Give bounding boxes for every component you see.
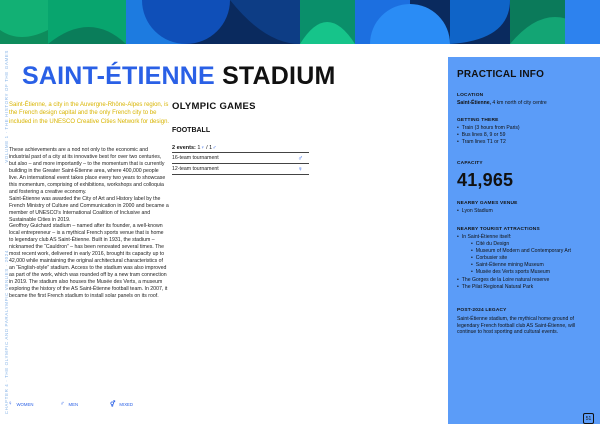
title-city: SAINT-ÉTIENNE: [22, 62, 215, 90]
male-icon: ♂: [212, 145, 217, 151]
margin-volume-text: VOLUME 1 ⋅ THE HISTORY OF THE GAMES: [4, 50, 9, 163]
list-item: • Bus lines 8, 9 or 59: [457, 132, 595, 139]
legend-mixed-label: MIXED: [119, 402, 134, 407]
legend-men: [60, 401, 78, 407]
title-stadium: STADIUM: [222, 62, 336, 90]
legacy-text: Saint-Étienne stadium, the mythical home ground of legendary French football club AS Saint-Étienne, will continue to host sporting and cultural events.: [457, 316, 576, 335]
page-title: [22, 62, 336, 90]
body-paragraph: These achievements are a nod not only to the economic and industrial past of a city at its innovative best for over two centuries, but also – and more importantly – to the momentum that is currently building in the Greater Saint-Étienne area, where 400,000 people live. An international event takes place every two years to showcase this momentum, comprising of exhibitions, workshops and colloquia and fostering a creative economy.: [9, 147, 166, 195]
sport-heading: FOOTBALL: [172, 127, 211, 134]
attractions-label: NEARBY TOURIST ATTRACTIONS: [457, 227, 540, 232]
list-item: • Tram lines T1 or T2: [457, 139, 595, 146]
mixed-icon: ⚥: [110, 402, 116, 408]
nearby-venue-label: NEARBY GAMES VENUE: [457, 201, 518, 206]
events-table: [172, 152, 309, 175]
events-male-count: 1: [209, 145, 213, 151]
top-banner: [0, 0, 600, 44]
page-number: 51: [583, 413, 594, 424]
events-female-count: 1: [197, 145, 201, 151]
legend-mixed: [110, 401, 133, 408]
female-icon: ♀: [8, 401, 13, 407]
olympic-games-heading: OLYMPIC GAMES: [172, 101, 256, 112]
margin-chapter-text: CHAPTER 4 ⋅ THE OLYMPIC AND PARALYMPIC VENUES ⋅ 2024: [4, 250, 9, 415]
nearby-venue-list: [457, 208, 595, 215]
male-icon: ♂: [60, 401, 65, 407]
capacity-label: CAPACITY: [457, 161, 483, 166]
location-city: Saint-Étienne,: [457, 100, 491, 106]
events-label: 2 events:: [172, 145, 196, 151]
list-item: • Corbusier site: [457, 255, 595, 262]
intro-text: Saint-Étienne, a city in the Auvergne-Rhône-Alpes region, is the French design capital and the only French city to be included in the UNESCO Creative Cities Network for design.: [9, 102, 170, 125]
table-row: [172, 164, 309, 175]
female-icon: ♀: [200, 145, 205, 151]
practical-info-heading: PRACTICAL INFO: [457, 69, 545, 80]
getting-there-label: GETTING THERE: [457, 118, 499, 123]
location-detail: 4 km north of city centre: [490, 100, 547, 106]
legacy-label: POST-2024 LEGACY: [457, 308, 507, 313]
list-item: • The Pilat Regional Natural Park: [457, 284, 595, 291]
events-summary: 2 events: 1♀ / 1♂: [172, 145, 217, 151]
attractions-list: [457, 234, 595, 291]
body-text: [9, 147, 169, 300]
location-label: LOCATION: [457, 93, 484, 98]
list-item: • Museum of Modern and Contemporary Art: [457, 248, 595, 255]
getting-there-list: [457, 125, 595, 146]
legend-men-label: MEN: [68, 401, 79, 407]
legend-women-label: WOMEN: [16, 401, 34, 407]
female-icon: ♀: [297, 165, 303, 173]
table-row: [172, 153, 309, 164]
list-item: • In Saint-Étienne itself:: [457, 234, 595, 241]
body-paragraph: Saint-Étienne was awarded the City of Art and History label by the French Ministry of Culture and Communication in 2000 and became a member of UNESCO's International Coalition of Inclusive and Sustainable Cities in 2019.: [9, 195, 169, 223]
practical-info-panel: [448, 57, 600, 424]
location-text: [457, 100, 595, 107]
event-name: 12-team tournament: [172, 166, 219, 172]
event-name: 16-team tournament: [172, 155, 219, 161]
capacity-value: 41,965: [457, 170, 514, 190]
list-item: • Train (3 hours from Paris): [457, 125, 595, 132]
body-paragraph: Geoffroy Guichard stadium – named after its founder, a well-known local entrepreneur – is a mythical French sports venue that is home to legendary club AS Saint-Étienne. Built in 1931, the stadium – nicknamed the “Cauldron” – has been renovated several times. The most recent work, delivered in early 2016, brought its capacity up to 42,000 while maintaining the original architectural characteristics of an “English-style” stadium. Access to the stadium was also improved as part of the work, which was rounded off by a new tram connection in 2019. The stadium also houses the Musée des Verts, a museum exploring the history of the AS Saint-Étienne football team. In 2007, it became the first French stadium to install solar panels on its roof.: [9, 223, 168, 300]
list-item: • Saint-Étienne mining Museum: [457, 262, 595, 269]
banner-graphic: [0, 0, 600, 44]
list-item: • Lyon Stadium: [457, 208, 595, 215]
list-item: • The Gorges de la Loire natural reserve: [457, 277, 595, 284]
list-item: • Cité du Design: [457, 241, 595, 248]
list-item: • Musée des Verts sports Museum: [457, 269, 595, 276]
legend-women: [8, 401, 33, 407]
male-icon: ♂: [297, 154, 303, 162]
